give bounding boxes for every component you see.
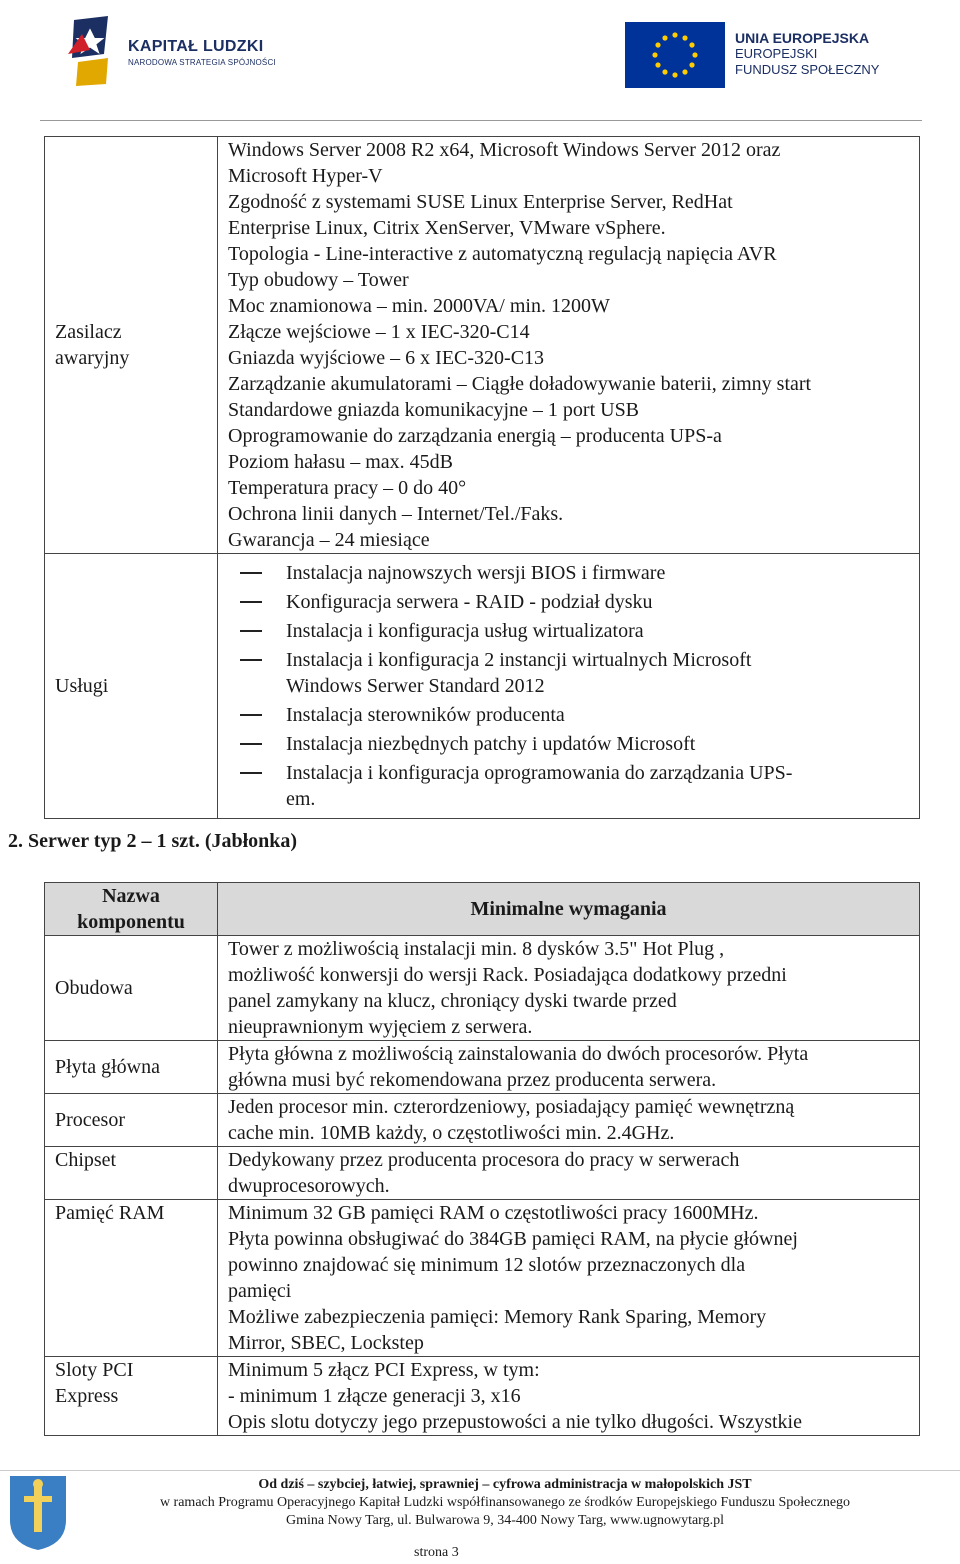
requirement-line: Płyta powinna obsługiwać do 384GB pamięci RAM, na płycie głównej <box>228 1228 798 1250</box>
requirement-line: nieuprawnionym wyjęciem z serwera. <box>228 1016 533 1038</box>
eu-line-2: EUROPEJSKI <box>735 46 818 61</box>
requirement-line: główna musi być rekomendowana przez producenta serwera. <box>228 1069 717 1091</box>
requirement-line: Płyta główna z możliwością zainstalowania do dwóch procesorów. Płyta <box>228 1043 809 1065</box>
dash-bullet-icon <box>240 659 262 661</box>
component-name: Express <box>55 1385 119 1407</box>
list-item <box>218 647 919 699</box>
requirement-line: Gniazda wyjściowe – 6 x IEC-320-C13 <box>228 347 545 369</box>
requirement-line: Topologia - Line-interactive z automatyczną regulacją napięcia AVR <box>228 243 777 265</box>
list-item-text: Instalacja i konfiguracja 2 instancji wirtualnych Microsoft <box>286 649 752 671</box>
footer-divider <box>0 1470 960 1471</box>
component-name: Procesor <box>55 1109 125 1131</box>
requirement-line: - minimum 1 złącze generacji 3, x16 <box>228 1385 521 1407</box>
requirement-line: Możliwe zabezpieczenia pamięci: Memory Rank Sparing, Memory <box>228 1306 767 1328</box>
requirement-line: Temperatura pracy – 0 do 40° <box>228 477 467 499</box>
list-item-text: Instalacja niezbędnych patchy i updatów Microsoft <box>286 733 696 755</box>
requirement-line: Standardowe gniazda komunikacyjne – 1 port USB <box>228 399 640 421</box>
component-name-cell <box>45 137 218 554</box>
requirement-line: Enterprise Linux, Citrix XenServer, VMware vSphere. <box>228 217 666 239</box>
eu-fund-label <box>735 30 879 78</box>
spec-table-ups <box>44 136 920 819</box>
component-name-cell <box>45 1041 218 1094</box>
requirement-line: Złącze wejściowe – 1 x IEC-320-C14 <box>228 321 530 343</box>
list-item-text: Instalacja i konfiguracja oprogramowania do zarządzania UPS- <box>286 762 793 784</box>
requirement-line: Minimum 5 złącz PCI Express, w tym: <box>228 1359 540 1381</box>
requirements-cell <box>218 1357 920 1436</box>
table-row <box>45 936 920 1041</box>
dash-bullet-icon <box>240 572 262 574</box>
spec-table-server <box>44 882 920 1436</box>
component-name-cell <box>45 936 218 1041</box>
requirement-line: możliwość konwersji do wersji Rack. Posiadająca dodatkowy przedni <box>228 964 787 986</box>
dash-bullet-icon <box>240 601 262 603</box>
requirement-line: Typ obudowy – Tower <box>228 269 409 291</box>
component-name: Usługi <box>55 675 109 697</box>
page-number: strona 3 <box>414 1545 459 1560</box>
requirement-line: dwuprocesorowych. <box>228 1175 390 1197</box>
requirement-line: Poziom hałasu – max. 45dB <box>228 451 453 473</box>
requirement-line: Opis slotu dotyczy jego przepustowości a nie tylko długości. Wszystkie <box>228 1411 802 1433</box>
list-item <box>218 560 919 586</box>
requirements-cell <box>218 1041 920 1094</box>
requirements-cell <box>218 137 920 554</box>
component-name-cell <box>45 1094 218 1147</box>
dash-bullet-icon <box>240 714 262 716</box>
column-header-requirements: Minimalne wymagania <box>218 883 920 936</box>
list-item <box>218 731 919 757</box>
dash-bullet-icon <box>240 743 262 745</box>
list-item-text: Windows Serwer Standard 2012 <box>286 675 545 697</box>
component-name-cell <box>45 1357 218 1436</box>
list-item-text: Instalacja sterowników producenta <box>286 704 565 726</box>
list-item-text: em. <box>286 788 316 810</box>
table-row <box>45 1094 920 1147</box>
requirement-line: Oprogramowanie do zarządzania energią – producenta UPS-a <box>228 425 722 447</box>
component-name: Pamięć RAM <box>55 1202 165 1224</box>
requirement-line: Windows Server 2008 R2 x64, Microsoft Windows Server 2012 oraz <box>228 139 781 161</box>
component-name: Płyta główna <box>55 1056 160 1078</box>
column-header-name <box>45 883 218 936</box>
dash-bullet-icon <box>240 772 262 774</box>
requirement-line: Microsoft Hyper-V <box>228 165 383 187</box>
table-row <box>45 1041 920 1094</box>
footer-text <box>0 1476 960 1530</box>
table-row <box>45 1200 920 1357</box>
component-name: Zasilacz <box>55 321 122 343</box>
requirement-line: Minimum 32 GB pamięci RAM o częstotliwości pracy 1600MHz. <box>228 1202 759 1224</box>
list-item-text: Instalacja i konfiguracja usług wirtualizatora <box>286 620 644 642</box>
requirement-line: powinno znajdować się minimum 12 slotów przeznaczonych dla <box>228 1254 746 1276</box>
requirement-line: Ochrona linii danych – Internet/Tel./Faks. <box>228 503 564 525</box>
requirements-cell <box>218 936 920 1041</box>
component-name-cell <box>45 554 218 819</box>
requirement-line: Gwarancja – 24 miesiące <box>228 529 430 551</box>
requirement-line: Zarządzanie akumulatorami – Ciągłe doładowywanie baterii, zimny start <box>228 373 812 395</box>
requirement-line: panel zamykany na klucz, chroniący dyski twarde przed <box>228 990 677 1012</box>
requirement-line: Moc znamionowa – min. 2000VA/ min. 1200W <box>228 295 610 317</box>
footer-line-3: Gmina Nowy Targ, ul. Bulwarowa 9, 34-400 Nowy Targ, www.ugnowytarg.pl <box>286 1513 724 1528</box>
kapital-ludzki-title: KAPITAŁ LUDZKI <box>128 38 264 55</box>
component-name: awaryjny <box>55 347 130 369</box>
footer-line-2: w ramach Programu Operacyjnego Kapitał Ludzki współfinansowanego ze środków Europejskiego Funduszu Społecznego <box>159 1495 851 1510</box>
footer-line-1: Od dziś – szybciej, łatwiej, sprawniej – cyfrowa administracja w małopolskich JST <box>258 1477 752 1492</box>
kapital-ludzki-subtitle: NARODOWA STRATEGIA SPÓJNOŚCI <box>128 58 276 67</box>
header-divider <box>40 120 922 121</box>
page-header <box>0 0 960 120</box>
requirement-line: Mirror, SBEC, Lockstep <box>228 1332 424 1354</box>
requirement-line: Zgodność z systemami SUSE Linux Enterprise Server, RedHat <box>228 191 733 213</box>
component-name: Obudowa <box>55 977 133 999</box>
requirements-cell <box>218 1094 920 1147</box>
requirement-line: Dedykowany przez producenta procesora do pracy w serwerach <box>228 1149 740 1171</box>
requirement-line: cache min. 10MB każdy, o częstotliwości min. 2.4GHz. <box>228 1122 675 1144</box>
requirements-cell <box>218 1200 920 1357</box>
table-row <box>45 1147 920 1200</box>
requirement-line: pamięci <box>228 1280 292 1302</box>
list-item <box>218 760 919 812</box>
table-row <box>45 137 920 554</box>
eu-line-3: FUNDUSZ SPOŁECZNY <box>735 62 880 77</box>
requirements-cell <box>218 1147 920 1200</box>
component-name-cell <box>45 1200 218 1357</box>
component-name-cell <box>45 1147 218 1200</box>
component-name: Chipset <box>55 1149 117 1171</box>
column-header-text: Nazwa <box>102 885 160 907</box>
requirements-cell <box>218 554 920 819</box>
list-item <box>218 618 919 644</box>
eu-flag-icon <box>625 22 725 88</box>
table-header-row <box>45 883 920 936</box>
table-row <box>45 1357 920 1436</box>
table-row <box>45 554 920 819</box>
requirement-line: Tower z możliwością instalacji min. 8 dysków 3.5" Hot Plug , <box>228 938 725 960</box>
component-name: Sloty PCI <box>55 1359 134 1381</box>
column-header-text: komponentu <box>77 911 185 933</box>
eu-line-1: UNIA EUROPEJSKA <box>735 30 870 46</box>
requirement-line: Jeden procesor min. czterordzeniowy, posiadający pamięć wewnętrzną <box>228 1096 795 1118</box>
services-list <box>218 560 919 812</box>
dash-bullet-icon <box>240 630 262 632</box>
section-heading: 2. Serwer typ 2 – 1 szt. (Jabłonka) <box>8 830 298 852</box>
list-item-text: Konfiguracja serwera - RAID - podział dysku <box>286 591 653 613</box>
list-item-text: Instalacja najnowszych wersji BIOS i firmware <box>286 562 666 584</box>
list-item <box>218 702 919 728</box>
list-item <box>218 589 919 615</box>
